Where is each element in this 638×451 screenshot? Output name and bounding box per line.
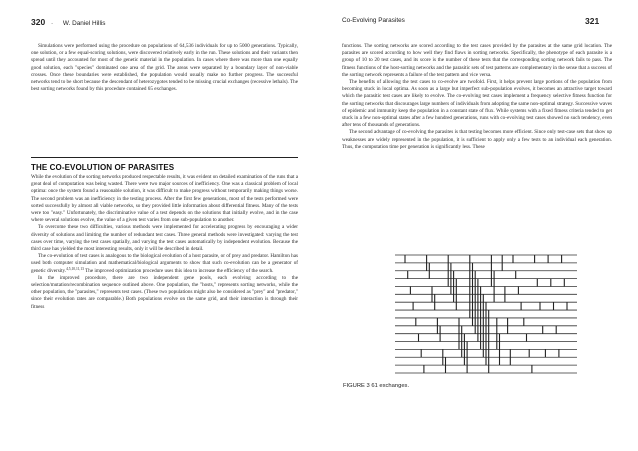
section-paragraph-4: In the improved procedure, there are two independent gene pools, each evolving according to the selection/mutation/recombination sequence outlined above. One population, the "hosts," represents sorting networks, while the other population, the "parasites," represents test cases. (These two populations might also be considered as "prey" and "predator," since their evolution rates are comparable.) Both populations evolve on the same grid, and their interaction is through their fitness — [31, 274, 298, 310]
running-title: Co-Evolving Parasites — [342, 17, 405, 24]
left-page-number: 320 — [31, 17, 46, 27]
right-page-text — [342, 43, 612, 151]
sorting-network-figure — [395, 253, 577, 375]
citation-refs: 4,5,10,11,13 — [66, 266, 84, 271]
author-name: W. Daniel Hillis — [62, 20, 106, 27]
right-paragraph-2: The benefits of allowing the test cases to co-evolve are twofold. First, it helps prevent large portions of the population from becoming stuck in local optima. As soon as a large but imperfect sub-population evolves, it becomes an attractive target toward which the parasitic test cases are likely to evolve. The co-evolving test cases implement a frequency selective fitness function for the sorting networks that discourages large numbers of individuals from adopting the same non-optimal strategy. Successive waves of epidemic and immunity keep the population in a constant state of flux. While systems with a fixed fitness criteria tended to get stuck in a few non-optimal states after a few hundred generations, runs with co-evolving test cases showed no such tendency, even after tens of thousands of generations. — [342, 79, 612, 129]
paragraph-3-text: The co-evolution of test cases is analogous to the biological evolution of a host parasite, or of prey and predator. Hamilton has used both computer simulation and mathematical/biological arguments to show that such co-evolution can be a generator of genetic diversity. — [31, 253, 298, 274]
paragraph-3-text-end: The improved optimization procedure uses this idea to increase the efficiency of the search. — [83, 267, 274, 274]
left-page-header — [31, 17, 106, 27]
right-paragraph-3: The second advantage of co-evolving the parasites is that testing becomes more efficient. Since only test-case sets that show up weaknesses are widely represented in the population, it is sufficient to apply only a few tests to an individual each generation. Thus, the computation time per generation is significantly less. These — [342, 129, 612, 150]
intro-paragraph: Simulations were performed using the procedure on populations of 64,536 individuals for up to 5000 generations. Typically, one solution, or a few equal-scoring solutions, were discovered relatively early in the run. These solutions and their variants then spread until they accounted for most of the genetic material in the population. In cases where there was more than one equally good solution, each "species" dominated one area of the grid. The areas were separated by a boundary layer of non-viable crosses. Once these boundaries were established, the population would usually make no further progress. The successful networks tend to be short because the descendant of heterozygotes tended to be missing crucial exchanges (recessive lethals). The best sorting networks found by this procedure contained 65 exchanges. — [31, 43, 298, 93]
right-page-number: 321 — [585, 16, 600, 26]
section-text — [31, 174, 298, 311]
intro-text — [31, 43, 298, 93]
left-page — [0, 0, 318, 451]
section-heading: THE CO-EVOLUTION OF PARASITES — [31, 163, 175, 172]
section-rule — [31, 157, 298, 158]
section-paragraph-2: To overcome these two difficulties, various methods were implemented for accelerating progress by encouraging a wider diversity of solutions and limiting the number of redundant test cases. Three general methods were investigated: varying the test cases over time, varying the test cases spatially, and varying the test cases automatically by independent evolution. Because the third case has yielded the most interesting results, only it will be described in detail. — [31, 224, 298, 253]
section-paragraph-3 — [31, 253, 298, 275]
header-separator: · — [50, 20, 54, 27]
right-paragraph-1: functions. The sorting networks are scored according to the test cases provided by the parasites at the same grid location. The parasites are scored according to how well they find flaws in sorting networks. Specifically, the phenotype of each parasite is a group of 10 to 20 test cases, and its score is the number of these tests that the corresponding sorting network fails to pass. The fitness functions of the host-sorting networks and the parasitic sets of test patterns are complementary in the sense that a success of the sorting network represents a failure of the test pattern and vice versa. — [342, 43, 612, 78]
figure-caption: FIGURE 3 61 exchanges. — [343, 383, 410, 389]
section-paragraph-1: While the evolution of the sorting networks produced respectable results, it was evident on detailed examination of the runs that a great deal of computation was being wasted. There were two major sources of inefficiency. One was a classical problem of local optima: once the system found a reasonable solution, it was difficult to make progress without temporarily making things worse. The second problem was an inefficiency in the testing process. After the first few generations, most of the tests performed were sorted successfully by almost all viable networks, so they provided little information about differential fitness. Many of the tests were too "easy." Unfortunately, the discriminative value of a test depends on the solutions that initially evolve, and in the case where several solutions evolve, the value of a given test varies from one sub-population to another. — [31, 174, 298, 224]
